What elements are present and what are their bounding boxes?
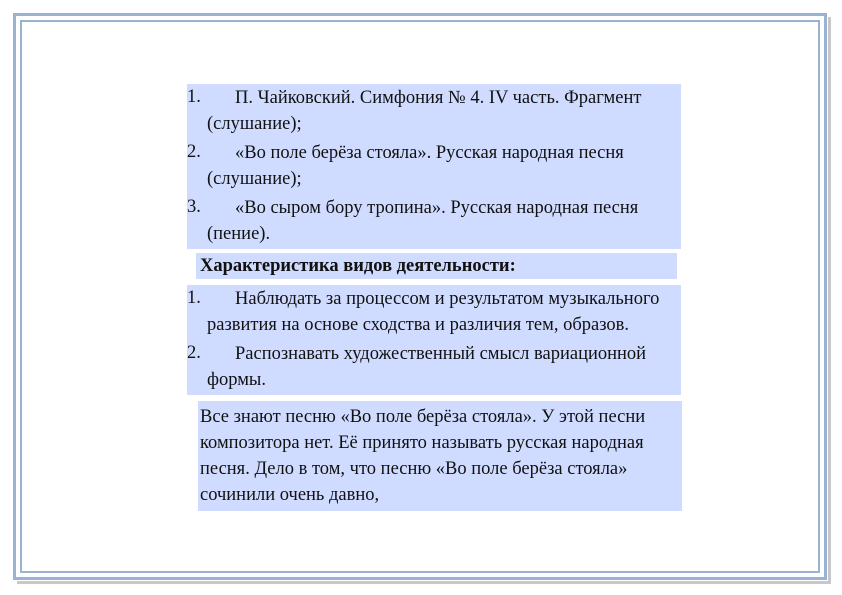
list-item-text: «Во поле берёза стояла». Русская народная песня (слушание); — [207, 143, 624, 189]
list-number: 2. — [187, 343, 201, 363]
activity-item-1 — [187, 285, 681, 340]
list-item-3 — [187, 194, 681, 249]
list-number: 3. — [187, 197, 201, 217]
list-number: 1. — [187, 87, 201, 107]
list-item-1 — [187, 84, 681, 139]
list-number: 2. — [187, 142, 201, 162]
section-heading: Характеристика видов деятельности: — [196, 253, 677, 279]
list-number: 1. — [187, 288, 201, 308]
body-paragraph: Все знают песню «Во поле берёза стояла». У этой песни композитора нет. Её принято называть русская народная песня. Дело в том, что песню «Во поле берёза стояла» сочинили очень давно, — [198, 401, 682, 511]
list-item-text: П. Чайковский. Симфония № 4. IV часть. Фрагмент (слушание); — [207, 88, 642, 134]
list-item-text: Наблюдать за процессом и результатом музыкального развития на основе сходства и различия тем, образов. — [207, 289, 660, 335]
activity-item-2 — [187, 340, 681, 395]
list-item-text: «Во сыром бору тропина». Русская народная песня (пение). — [207, 198, 639, 244]
list-item-2 — [187, 139, 681, 194]
slide-content — [187, 84, 683, 511]
list-item-text: Распознавать художественный смысл вариационной формы. — [207, 344, 647, 390]
